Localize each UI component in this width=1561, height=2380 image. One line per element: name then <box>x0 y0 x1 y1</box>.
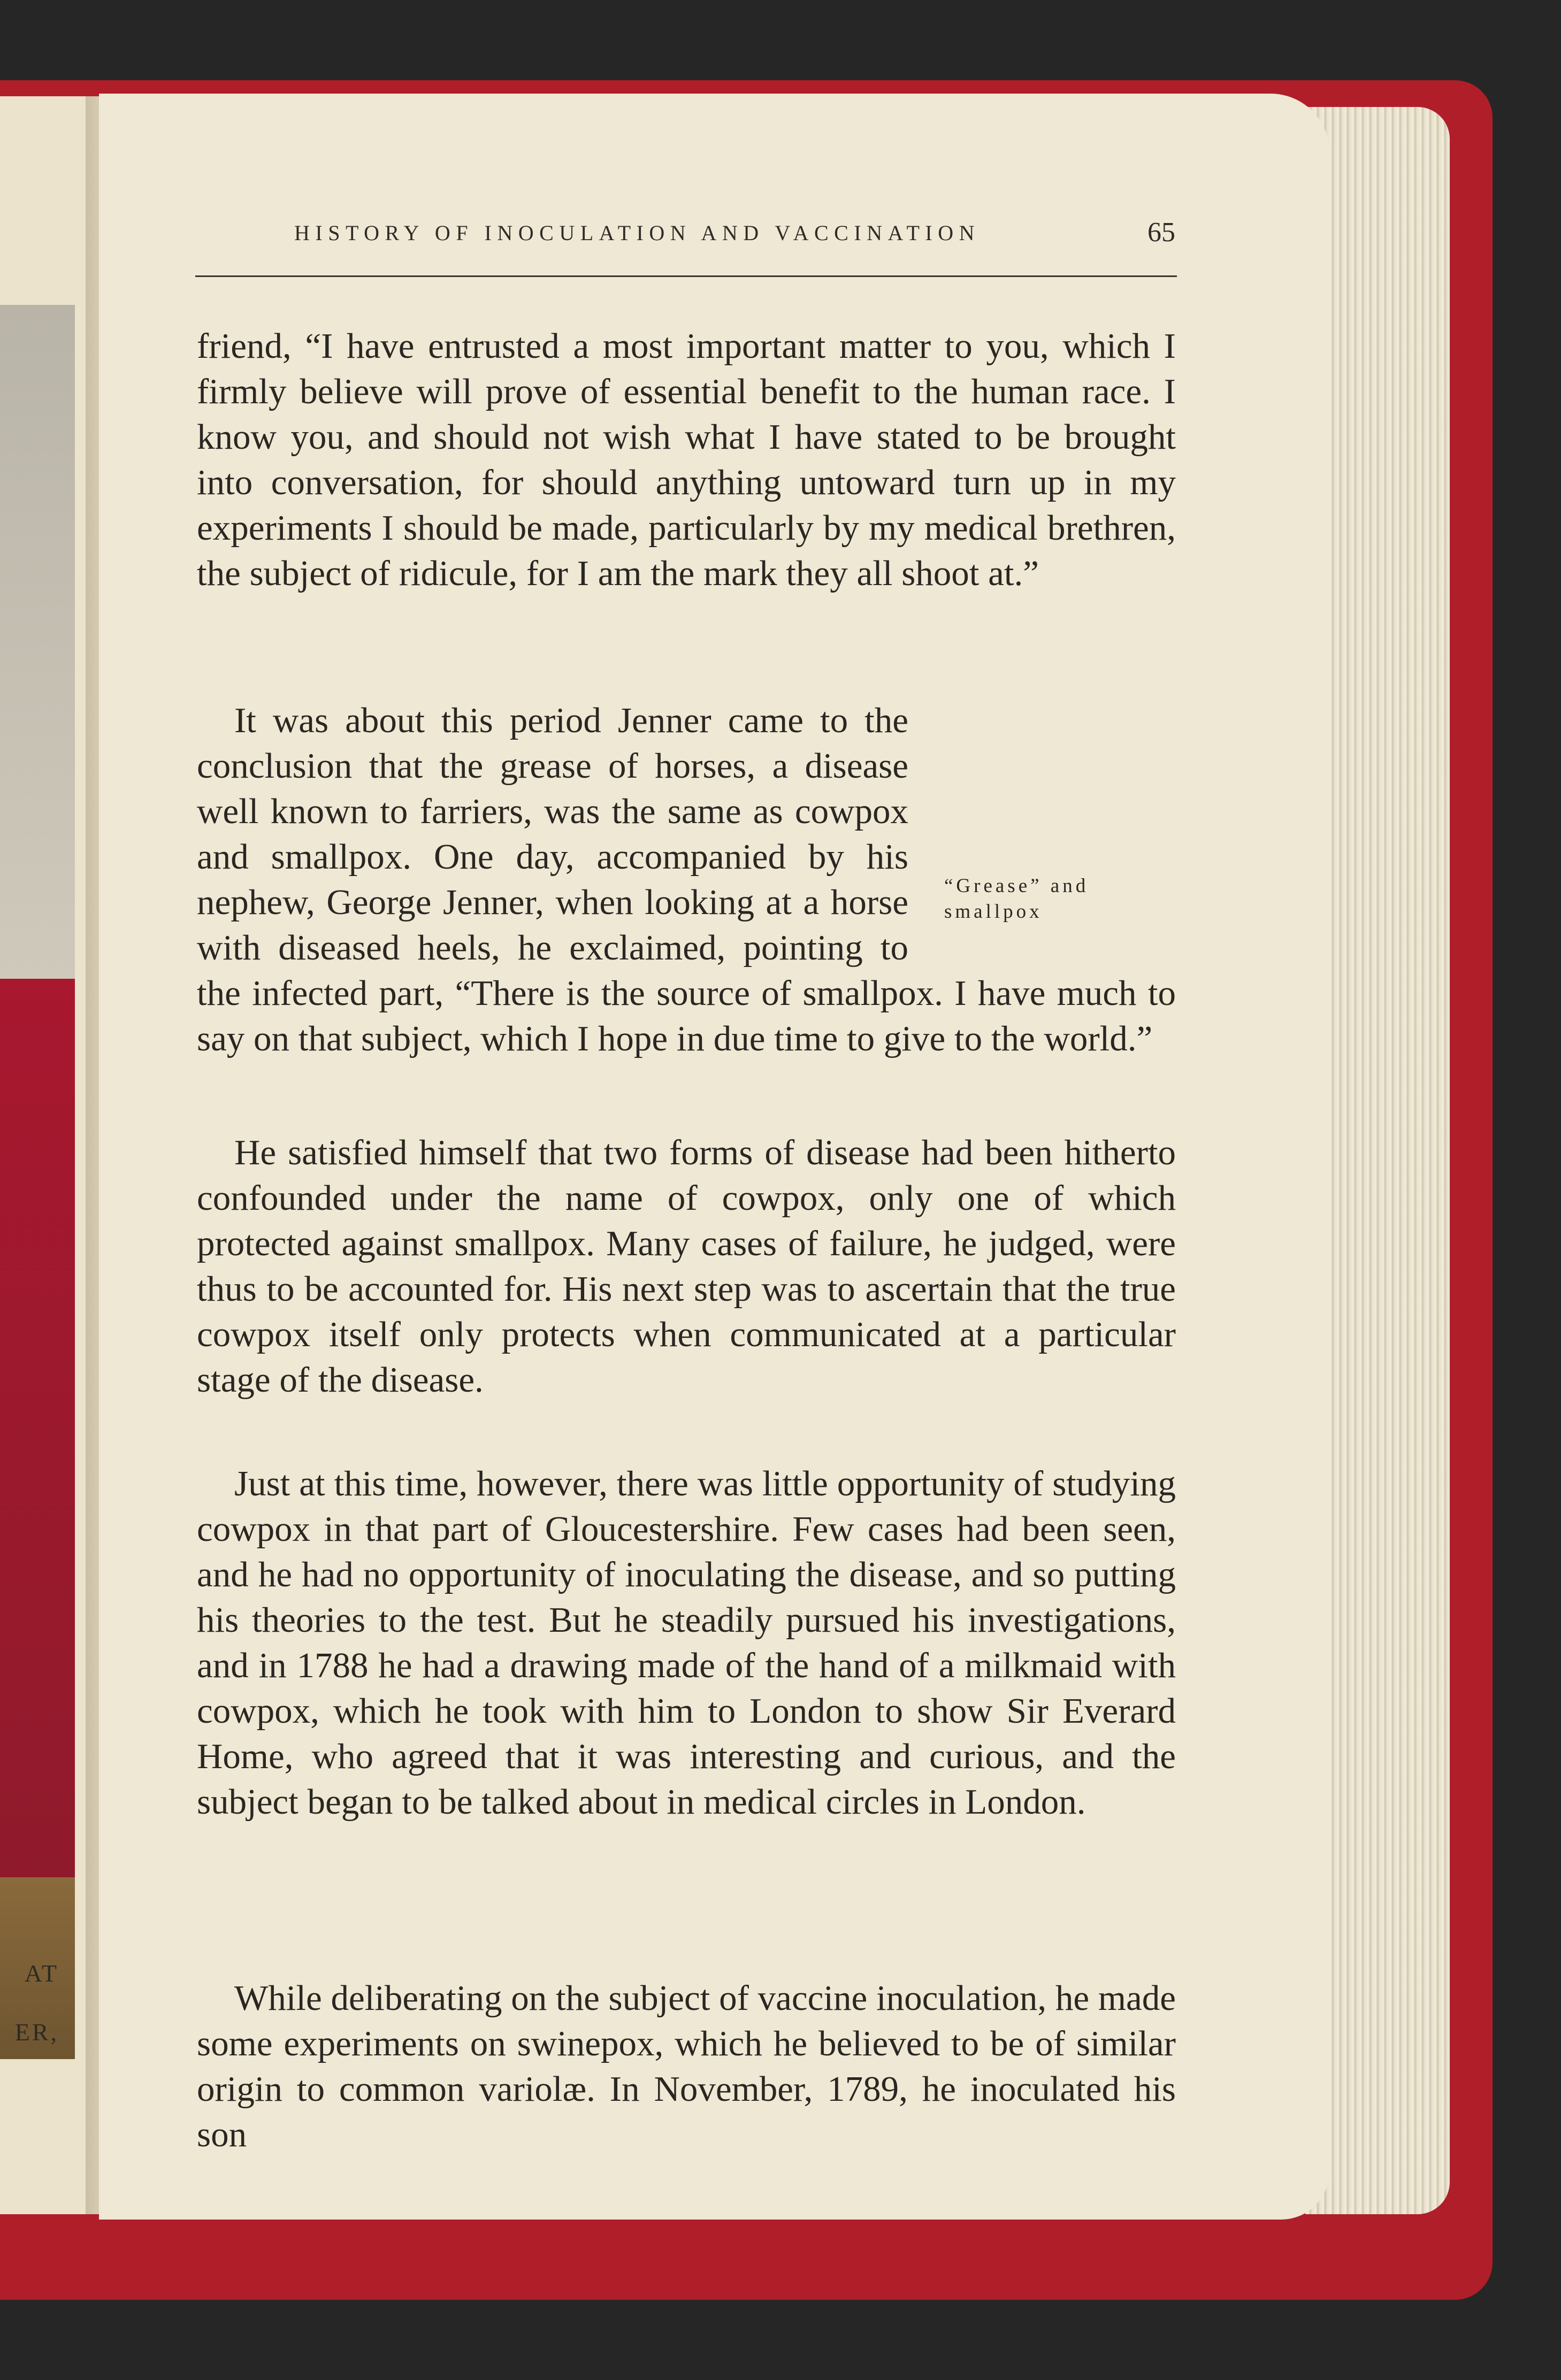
left-page <box>0 96 94 2214</box>
paragraph: Just at this time, however, there was little opportunity of studying cowpox in that part of Gloucestershire. Few cases had been seen, and he had no opportunity of inoculating the disease, and so putting his theories to the test. But he steadily pursued his investigations, and in 1788 he had a drawing made of the hand of a milkmaid with cowpox, which he took with him to London to show Sir Everard Home, who agreed that it was interesting and curious, and the subject began to be talked about in medical circles in London. <box>197 1464 1176 1822</box>
plate-gray-band <box>0 305 75 979</box>
left-page-caption-fragment: ER, <box>14 2018 59 2046</box>
running-head: HISTORY OF INOCULATION AND VACCINATION <box>294 221 981 245</box>
page-number: 65 <box>1147 217 1175 248</box>
paragraph: While deliberating on the subject of vaccine inoculation, he made some experiments on swinepox, which he believed to be of similar origin to common variolæ. In November, 1789, he inoculated his son <box>197 1978 1176 2154</box>
margin-note: “Grease” and smallpox <box>944 875 1089 923</box>
paragraph: He satisfied himself that two forms of disease had been hitherto confounded under the name of cowpox, only one of which protected against smallpox. Many cases of failure, he judged, were thus to be accounted for. His next step was to ascertain that the true cowpox itself only protects when communicated at a particular stage of the disease. <box>197 1133 1176 1400</box>
paragraph: It was about this period Jenner came to the conclusion that the grease of horses, a disease well known to farriers, was the same as cowpox and smallpox. One day, accompanied by his nephew, George Jenner, when looking at a horse with diseased heels, he exclaimed, pointing to the infected part, “There is the source of smallpox. I have much to say on that subject, which I hope in due time to give to the world.” <box>197 701 1176 1058</box>
header-rule <box>195 275 1177 277</box>
plate-red-band <box>0 979 75 1877</box>
left-page-caption-fragment: AT <box>24 1960 59 1987</box>
color-plate-fragment <box>0 305 75 2059</box>
paragraph: friend, “I have entrusted a most important matter to you, which I firmly believe will prove of essential benefit to the human race. I know you, and should not wish what I have stated to be brought into conversation, for should anything untoward turn up in my experiments I should be made, particularly by my medical brethren, the subject of ridicule, for I am the mark they all shoot at.” <box>197 326 1176 593</box>
